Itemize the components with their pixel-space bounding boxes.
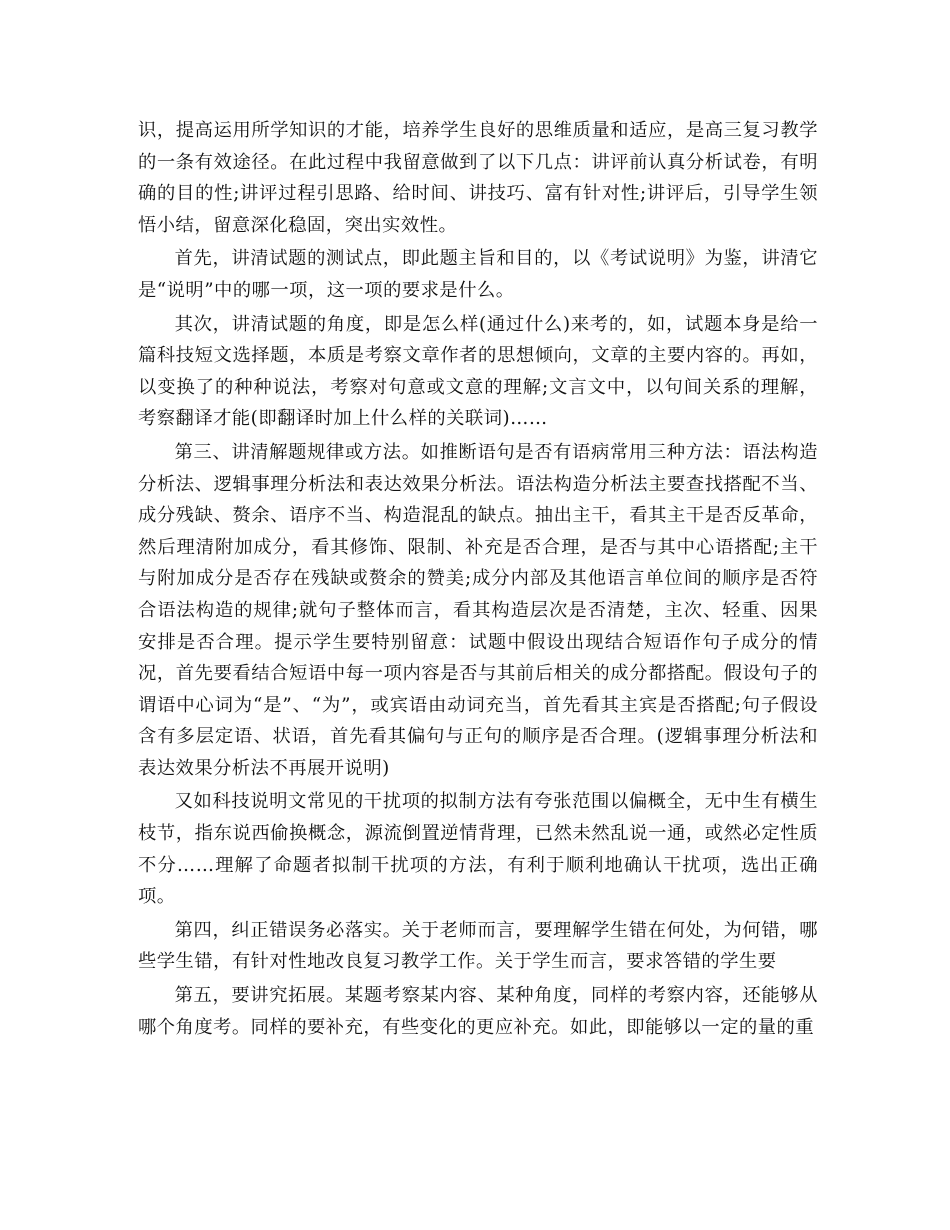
paragraph-2: 首先，讲清试题的测试点，即此题主旨和目的，以《考试说明》为鉴，讲清它是“说明”中的哪一项，这一项的要求是什么。 [138,248,818,301]
paragraph-1: 识，提高运用所学知识的才能，培养学生良好的思维质量和适应，是高三复习教学的一条有效途径。在此过程中我留意做到了以下几点：讲评前认真分析试卷，有明确的目的性;讲评过程引思路、给时间、讲技巧、富有针对性;讲评后，引导学生领悟小结，留意深化稳固，突出实效性。 [138,120,818,236]
paragraph-6: 第四，纠正错误务必落实。关于老师而言，要理解学生错在何处，为何错，哪些学生错，有针对性地改良复习教学工作。关于学生而言，要求答错的学生要 [138,919,818,973]
document-body [138,115,818,1045]
paragraph-3: 其次，讲清试题的角度，即是怎么样(通过什么)来考的，如，试题本身是给一篇科技短文选择题，本质是考察文章作者的思想倾向，文章的主要内容的。再如，以变换了的种种说法，考察对句意或文意的理解;文言文中，以句间关系的理解，考察翻译才能(即翻译时加上什么样的关联词)…… [138,313,818,430]
paragraph-5: 又如科技说明文常见的干扰项的拟制方法有夸张范围以偏概全，无中生有横生枝节，指东说西偷换概念，源流倒置逆情背理，已然未然乱说一通，或然必定性质不分……理解了命题者拟制干扰项的方法，有利于顺利地确认干扰项，选出正确项。 [138,791,818,908]
paragraph-7: 第五，要讲究拓展。某题考察某内容、某种角度，同样的考察内容，还能够从哪个角度考。同样的要补充，有些变化的更应补充。如此，即能够以一定的量的重 [138,985,818,1038]
paragraph-4: 第三、讲清解题规律或方法。如推断语句是否有语病常用三种方法：语法构造分析法、逻辑事理分析法和表达效果分析法。语法构造分析法主要查找搭配不当、成分残缺、赘余、语序不当、构造混乱的缺点。抽出主干，看其主干是否反革命，然后理清附加成分，看其修饰、限制、补充是否合理，是否与其中心语搭配;主干与附加成分是否存在残缺或赘余的赞美;成分内部及其他语言单位间的顺序是否符合语法构造的规律;就句子整体而言，看其构造层次是否清楚，主次、轻重、因果安排是否合理。提示学生要特别留意：试题中假设出现结合短语作句子成分的情况，首先要看结合短语中每一项内容是否与其前后相关的成分都搭配。假设句子的谓语中心词为“是”、“为”，或宾语由动词充当，首先看其主宾是否搭配;句子假设含有多层定语、状语，首先看其偏句与正句的顺序是否合理。(逻辑事理分析法和表达效果分析法不再展开说明) [138,441,818,779]
